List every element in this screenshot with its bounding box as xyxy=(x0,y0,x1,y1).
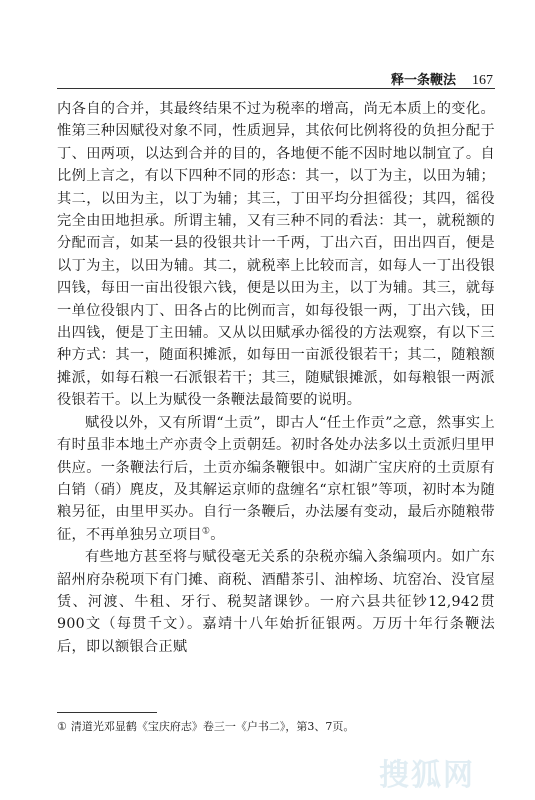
footnote-marker: ① xyxy=(57,720,67,733)
paragraph-3: 有些地方甚至将与赋役毫无关系的杂税亦编入条编项内。如广东韶州府杂税项下有门摊、商税、酒醋茶引、油榨场、坑窑冶、没官屋赁、河渡、牛租、牙行、税契諸课钞。一府六县共征钞12,942贯900文（每贯千文）。嘉靖十八年始折征银两。万历十年行条鞭法后，即以额银合正赋 xyxy=(57,549,495,655)
paragraph-2-end: 。 xyxy=(210,526,225,543)
footnote-text: 清道光邓显鹤《宝庆府志》卷三一《户书二》，第3、7页。 xyxy=(70,720,355,733)
footnote xyxy=(57,719,495,735)
paragraph-2-text: 赋役以外，又有所谓“土贡”，即古人“任土作贡”之意，然事实上有时虽非本地土产亦责令上贡朝廷。初时各处办法多以土贡派归里甲供应。一条鞭法行后，土贡亦编条鞭银中。如湖广宝庆府的土贡原有白销（硝）麂皮，及其解运京师的盘缠名“京杠银”等项，初时本为随粮另征，由里甲买办。自行一条鞭后，办法屡有变动，最后亦随粮带征，不再单独另立项目 xyxy=(57,414,495,543)
header-rule xyxy=(57,88,495,89)
footnote-reference[interactable]: ① xyxy=(201,525,211,536)
watermark: 搜狐网 xyxy=(379,758,475,793)
paragraph-1: 内各自的合并，其最终结果不过为税率的增高，尚无本质上的变化。惟第三种因赋役对象不同，性质迥异，其依何比例将役的负担分配于丁、田两项，以达到合并的目的，各地便不能不因时地以制宜了。自比例上言之，有以下四种不同的形态：其一，以丁为主，以田为辅；其二，以田为主，以丁为辅；其三，丁田平均分担徭役；其四，徭役完全由田地担承。所谓主辅，又有三种不同的看法：其一，就税额的分配而言，如某一县的役银共计一千两，丁出六百，田出四百，便是以丁为主，以田为辅。其二，就税率上比较而言，如每人一丁出役银四钱，每田一亩出役银六钱，便是以田为主，以丁为辅。其三，就每一单位役银内丁、田各占的比例而言，如每役银一两，丁出六钱，田出四钱，便是丁主田辅。又从以田赋承办徭役的方法观察，有以下三种方式：其一，随面积摊派，如每田一亩派役银若干；其二，随粮额摊派，如每石粮一石派银若干；其三，随赋银摊派，如每粮银一两派役银若干。以上为赋役一条鞭法最简要的说明。 xyxy=(57,101,495,409)
footnote-rule xyxy=(57,712,157,713)
running-head xyxy=(391,69,493,87)
body-text xyxy=(57,98,495,658)
section-title: 释一条鞭法 xyxy=(390,73,456,88)
page-number: 167 xyxy=(472,73,493,88)
paragraph-2 xyxy=(57,412,495,546)
